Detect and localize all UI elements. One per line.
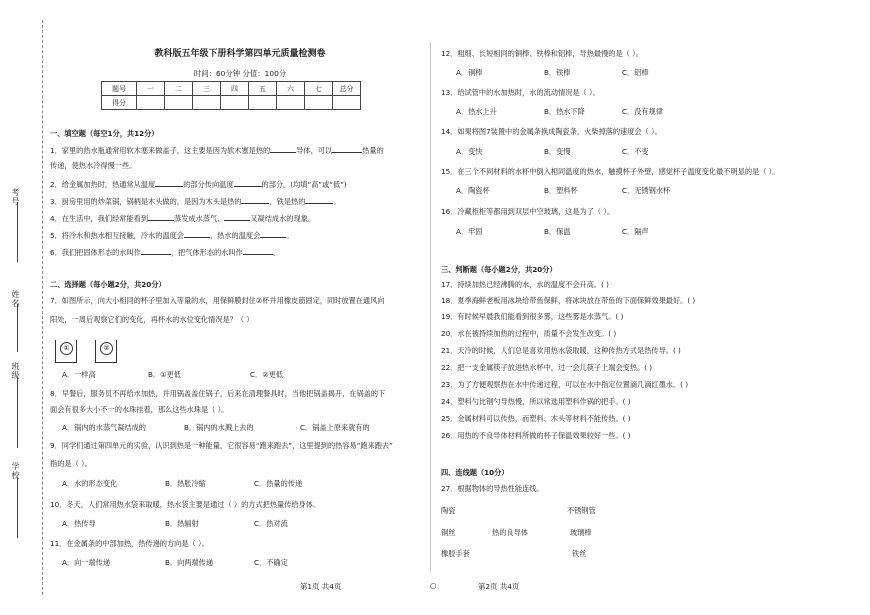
score-cell: 四 (221, 82, 249, 96)
time-score-line: 时间：60分钟 分值：100分 (193, 69, 287, 78)
match-item[interactable]: 橡胶手套 (441, 549, 470, 558)
option[interactable]: B．铁棒 (544, 68, 571, 77)
score-cell: 题号 (102, 82, 137, 96)
binding-margin-line (42, 20, 43, 595)
question-9: 9．同学们通过第四单元的实验，认识到热是一种能量，它很容易“跑来跑去”，这里提到的热容易“跑来跑去” (50, 441, 393, 450)
question-8-cont: 面会有很多大小不一的水珠挂着，那么这些水珠是（ ）。 (50, 405, 229, 414)
match-item[interactable]: 铜丝 (441, 528, 456, 537)
option[interactable]: A．陶瓷杯 (456, 186, 490, 195)
option[interactable]: B．保温 (544, 227, 571, 236)
label-xuexiao: 学校 (11, 462, 20, 480)
score-cell: 七 (305, 82, 333, 96)
match-item[interactable]: 不锈钢管 (567, 506, 596, 515)
option[interactable]: B．热水下降 (544, 107, 585, 116)
score-blank[interactable] (305, 96, 333, 110)
question-4: 4．在生活中，我们经常能看到 蒸发成水蒸气、 又凝结成水的现象。 (50, 214, 316, 223)
score-blank[interactable] (249, 96, 277, 110)
question-1: 1．家里的热水瓶通常用软木塞来做盖子，这主要是因为软木塞是热的 导体，可以 热量的 (50, 146, 384, 155)
question-12: 12．粗细、长短相同的铜棒、铁棒和铝棒，导热最慢的是（ ）。 (441, 49, 643, 58)
score-blank[interactable] (137, 96, 165, 110)
option[interactable]: C．铝棒 (622, 68, 649, 77)
section-judge-title: 三、判断题（每小题2分，共20分） (441, 265, 557, 274)
match-item[interactable]: 铁丝 (572, 549, 587, 558)
blank[interactable] (148, 213, 174, 221)
section-choice-title: 二、选择题（每小题2分，共20分） (50, 280, 166, 289)
column-divider (430, 42, 431, 572)
kaohao-line (17, 202, 18, 262)
question-16: 16．冷藏柜柜等都用到双层中空玻璃，这是为了（ ）。 (441, 207, 615, 216)
page-number-left: 第1页 共4页 (300, 582, 342, 591)
question-15: 15．在三个不同材料的水杯中倒入相同温度的热水，触摸杯子外壁，感觉杯子温度变化最不明显的是（ ）。 (441, 167, 780, 176)
blank[interactable] (224, 213, 250, 221)
option[interactable]: C．不确定 (254, 558, 288, 567)
option[interactable]: C．热量的传递 (254, 479, 303, 488)
option[interactable]: C．不变 (622, 147, 649, 156)
label-banji: 班级 (11, 362, 20, 380)
score-blank[interactable] (333, 96, 361, 110)
score-blank[interactable] (165, 96, 193, 110)
option[interactable]: B．向两端传递 (165, 558, 214, 567)
question-3: 3．厨房里用的炒菜锅，锅柄是木头做的，是因为木头是热的 ，铁是热的 。 (50, 197, 341, 206)
score-cell: 得分 (102, 96, 137, 110)
judge-item[interactable]: 18．夏季海鲜老板用冰块给带鱼保鲜，将冰块放在带鱼的下面保鲜效果最好。( ) (441, 296, 696, 305)
score-cell: 一 (137, 82, 165, 96)
beaker-label: ② (100, 342, 113, 355)
option[interactable]: A．热传导 (62, 519, 96, 528)
label-xingming: 姓名 (11, 290, 20, 308)
question-5: 5．将冷水和热水相互接触，冷水的温度会 ，热水的温度会 。 (50, 231, 294, 240)
match-item[interactable]: 热的良导体 (492, 528, 528, 537)
question-7-cont: 阳处，一周后观察它们的变化，再杯水的水位变化情况是？（ ） (50, 315, 254, 324)
blank[interactable] (234, 179, 262, 187)
blank[interactable] (241, 196, 269, 204)
judge-item[interactable]: 26．用热的不良导体材料所做的杯子保温效果较好一些。( ) (441, 431, 631, 440)
option[interactable]: A．变快 (456, 147, 483, 156)
section-fill-title: 一、填空题（每空1分，共12分） (50, 129, 159, 138)
xingming-line (17, 304, 18, 352)
option[interactable]: B．锅内的水溅上去的 (184, 423, 254, 432)
option[interactable]: A．一样高 (62, 370, 96, 379)
option[interactable]: A．铜棒 (456, 68, 483, 77)
option[interactable]: A．向一端传递 (62, 558, 111, 567)
beaker-2-figure (95, 340, 117, 363)
option[interactable]: C．没有规律 (622, 107, 663, 116)
question-1-cont: 传递，使热水冷得慢一些。 (50, 161, 137, 170)
option[interactable]: B．热辐射 (165, 519, 199, 528)
score-cell: 三 (193, 82, 221, 96)
match-item[interactable]: 陶瓷 (441, 506, 456, 515)
option[interactable]: B．热胀冷缩 (165, 479, 206, 488)
option[interactable]: B．①更低 (148, 370, 181, 379)
judge-item[interactable]: 25．金属材料可以传热，而塑料、木头等材料不能传热。( ) (441, 414, 631, 423)
option[interactable]: C．无锈钢水杯 (622, 186, 671, 195)
question-9-cont: 指的是（ ）。 (50, 459, 92, 468)
question-27: 27．根据物体的导热性能连线。 (441, 484, 544, 493)
section-match-title: 四、连线题（10分） (441, 468, 509, 477)
xuexiao-line (17, 478, 18, 538)
blank[interactable] (260, 230, 286, 238)
blank[interactable] (305, 196, 333, 204)
option[interactable]: B．变慢 (544, 147, 571, 156)
score-cell: 总分 (333, 82, 361, 96)
option[interactable]: C．热对流 (254, 519, 288, 528)
judge-item[interactable]: 20．水在被持续加热的过程中，质量不会发生改变。( ) (441, 329, 617, 338)
question-6: 6．我们把固体形态的水叫作 ，把气体形态的水叫作 。 (50, 248, 280, 257)
page-number-right: 第2页 共4页 (478, 582, 520, 591)
question-10: 10．冬天，人们常用热水袋来取暖，热水袋主要是通过（ ）的方式把热量传给身体。 (50, 500, 321, 509)
score-cell: 二 (165, 82, 193, 96)
score-blank[interactable] (221, 96, 249, 110)
blank[interactable] (270, 145, 296, 153)
option[interactable]: C．②更低 (250, 370, 284, 379)
blank[interactable] (141, 247, 171, 255)
judge-item[interactable]: 23．为了方便观察热在水中传递过程，可以在水中指定位置滴几滴红墨水。( ) (441, 380, 689, 389)
option[interactable]: C．锅盖上原来就有的 (300, 423, 370, 432)
option[interactable]: A．热水上升 (456, 107, 497, 116)
beaker-1-figure (55, 340, 77, 363)
blank[interactable] (243, 247, 273, 255)
question-11: 11．在金属条的中部加热，热传递的方向是（ ）。 (50, 539, 209, 548)
question-8: 8．早餐后，服务员不再给水加热，并用锅盖盖住锅子，后来在清理餐具时，当他把锅盖揭开，在锅盖的下 (50, 389, 386, 398)
judge-item[interactable]: 21．天冷的时候，人们总是喜欢用热水袋取暖，这种传热方式是热传导。( ) (441, 346, 681, 355)
question-2: 2．给金属加热时，热通常从温度 的部分传向温度 的部分。(均填“高”或“低”) (50, 180, 347, 189)
option[interactable]: C．隔声 (622, 227, 649, 236)
circle-mark: ○ (430, 581, 437, 590)
label-kaohao: 考号 (11, 188, 20, 206)
score-blank[interactable] (193, 96, 221, 110)
option[interactable]: B．塑料杯 (544, 186, 578, 195)
blank[interactable] (332, 145, 362, 153)
match-item[interactable]: 玻璃棒 (570, 528, 592, 537)
judge-item[interactable]: 19．有时候早晨我们能看到很多雾，这些雾是水蒸气。( ) (441, 312, 624, 321)
score-cell: 五 (249, 82, 277, 96)
score-cell: 六 (277, 82, 305, 96)
option[interactable]: A．锅内的水蒸气凝结成的 (62, 423, 146, 432)
question-13: 13．给试管中的水加热时，水的流动情况是（ ）。 (441, 88, 600, 97)
blank[interactable] (184, 230, 210, 238)
blank[interactable] (155, 179, 183, 187)
score-blank[interactable] (277, 96, 305, 110)
banji-line (17, 378, 18, 448)
judge-item[interactable]: 17．持续加热已经沸腾的水，水的温度不会升高。( ) (441, 280, 609, 289)
judge-item[interactable]: 24．塑料勺比钢勺导热慢，所以常选用塑料作锅的把手。( ) (441, 397, 631, 406)
option[interactable]: A．牢固 (456, 227, 483, 236)
score-table (101, 81, 361, 110)
page-title: 教科版五年级下册科学第四单元质量检测卷 (154, 49, 326, 59)
judge-item[interactable]: 22．把一支金属筷子放进热水杯中，过一会儿筷子上端会变热。( ) (441, 363, 653, 372)
option[interactable]: A．水的形态变化 (62, 479, 118, 488)
question-7: 7．如图所示，向大小相同的杯子里加入等量的水，用保鲜膜封住②杯并用橡皮筋固定，同时放置在通风向 (50, 296, 385, 305)
beaker-label: ① (60, 342, 73, 355)
question-14: 14．如果将图7装置中的金属条换成陶瓷条，火柴掉落的速度会（ ）。 (441, 127, 662, 136)
